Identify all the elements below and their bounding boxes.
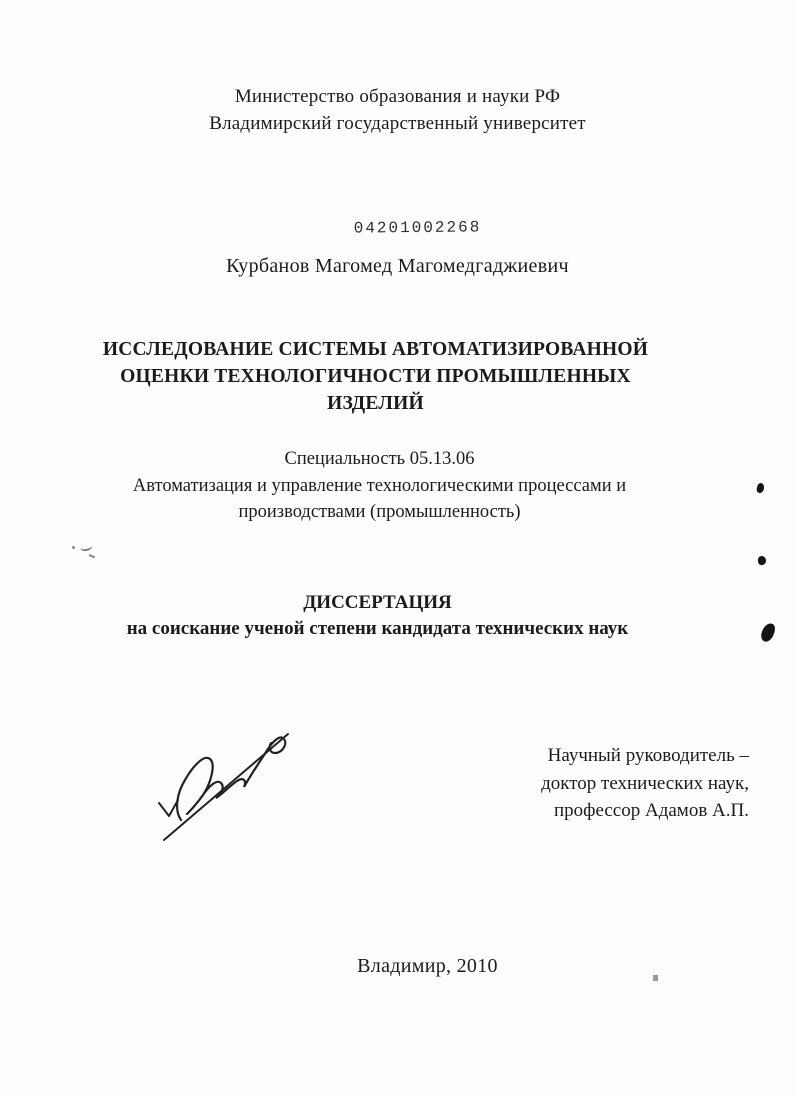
specialty-name-line-1: Автоматизация и управление технологическими процессами и: [132, 475, 627, 496]
registration-number: 04201002268: [353, 218, 482, 238]
specialty-block: [0, 446, 777, 526]
specialty-code: Специальность 05.13.06: [284, 449, 475, 469]
supervisor-line-1: Научный руководитель –: [547, 745, 749, 766]
signature-handwritten: [126, 690, 302, 846]
title-line-1: ИССЛЕДОВАНИЕ СИСТЕМЫ АВТОМАТИЗИРОВАННОЙ: [102, 339, 649, 360]
scan-artifact-smudge: [79, 542, 92, 552]
ministry-line: Министерство образования и науки РФ: [234, 86, 561, 107]
supervisor-block: [541, 742, 749, 825]
scan-artifact-speck: [653, 975, 658, 981]
university-line: Владимирский государственный университет: [209, 113, 586, 134]
dissertation-heading: ДИССЕРТАЦИЯ: [303, 592, 452, 613]
author-name: Курбанов Магомед Магомедгаджиевич: [226, 255, 569, 277]
supervisor-line-3: профессор Адамов А.П.: [553, 800, 749, 821]
supervisor-line-2: доктор технических наук,: [541, 772, 749, 794]
dissertation-title: [0, 336, 773, 417]
specialty-name-line-2: производствами (промышленность): [238, 502, 521, 522]
title-line-3: ИЗДЕЛИЙ: [327, 393, 424, 414]
scan-artifact-smudge: [87, 554, 95, 562]
place-and-year: Владимир, 2010: [357, 955, 498, 977]
title-line-2: ОЦЕНКИ ТЕХНОЛОГИЧНОСТИ ПРОМЫШЛЕННЫХ: [120, 366, 631, 387]
scan-artifact-speck: [757, 555, 766, 565]
scan-artifact-smudge: [72, 546, 75, 549]
dissertation-subheading: на соискание ученой степени кандидата технических наук: [126, 618, 629, 639]
signature-strokes: [126, 690, 302, 846]
dissertation-heading-block: [0, 590, 775, 642]
